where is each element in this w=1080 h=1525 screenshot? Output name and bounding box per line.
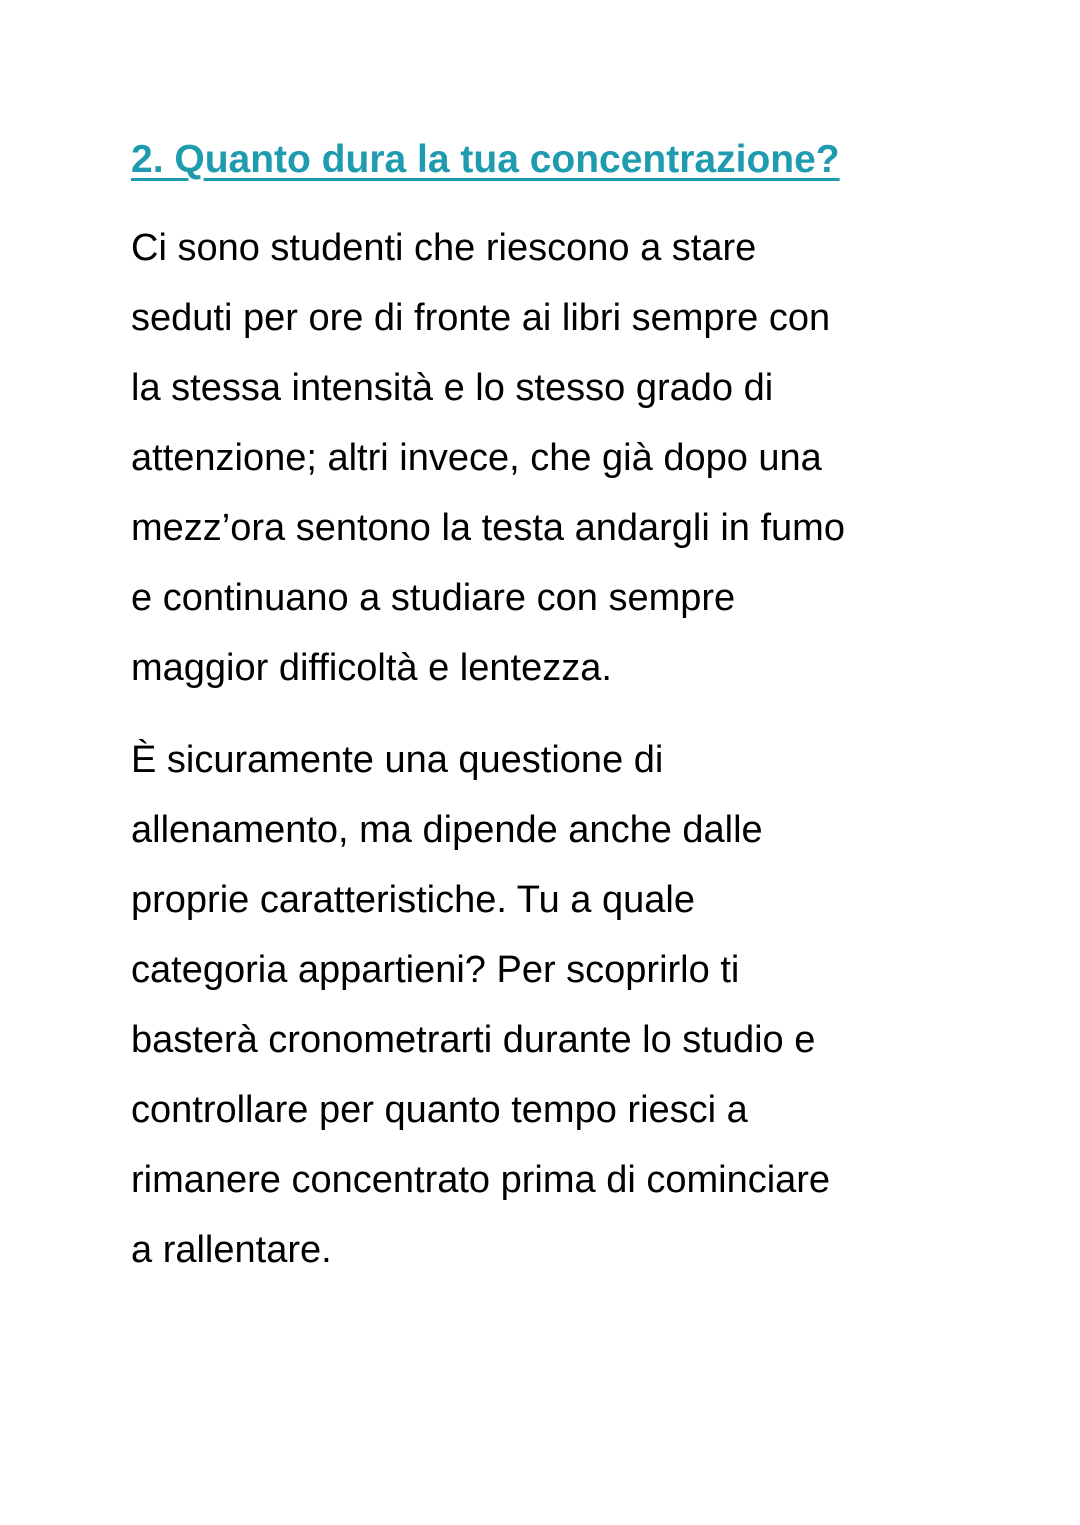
paragraph-line: Ci sono studenti che riescono a stare [131, 227, 757, 269]
paragraph-line: attenzione; altri invece, che già dopo una [131, 437, 822, 479]
paragraph-line: mezz’ora sentono la testa andargli in fumo [131, 507, 845, 549]
paragraph-2 [131, 725, 991, 1285]
paragraph-line: e continuano a studiare con sempre [131, 577, 736, 619]
paragraph-1 [131, 213, 991, 703]
section-heading: 2. Quanto dura la tua concentrazione? [131, 138, 840, 181]
paragraph-line: rimanere concentrato prima di cominciare [131, 1159, 831, 1201]
paragraph-line: controllare per quanto tempo riesci a [131, 1089, 748, 1131]
paragraph-line: maggior difficoltà e lentezza. [131, 647, 612, 689]
paragraph-line: seduti per ore di fronte ai libri sempre con [131, 297, 831, 339]
paragraph-line: categoria appartieni? Per scoprirlo ti [131, 949, 740, 991]
paragraph-line: proprie caratteristiche. Tu a quale [131, 879, 695, 921]
document-page [131, 130, 991, 1285]
paragraph-line: a rallentare. [131, 1229, 332, 1271]
paragraph-line: allenamento, ma dipende anche dalle [131, 809, 763, 851]
paragraph-line: basterà cronometrarti durante lo studio e [131, 1019, 816, 1061]
paragraph-line: È sicuramente una questione di [131, 739, 664, 781]
paragraph-line: la stessa intensità e lo stesso grado di [131, 367, 774, 409]
